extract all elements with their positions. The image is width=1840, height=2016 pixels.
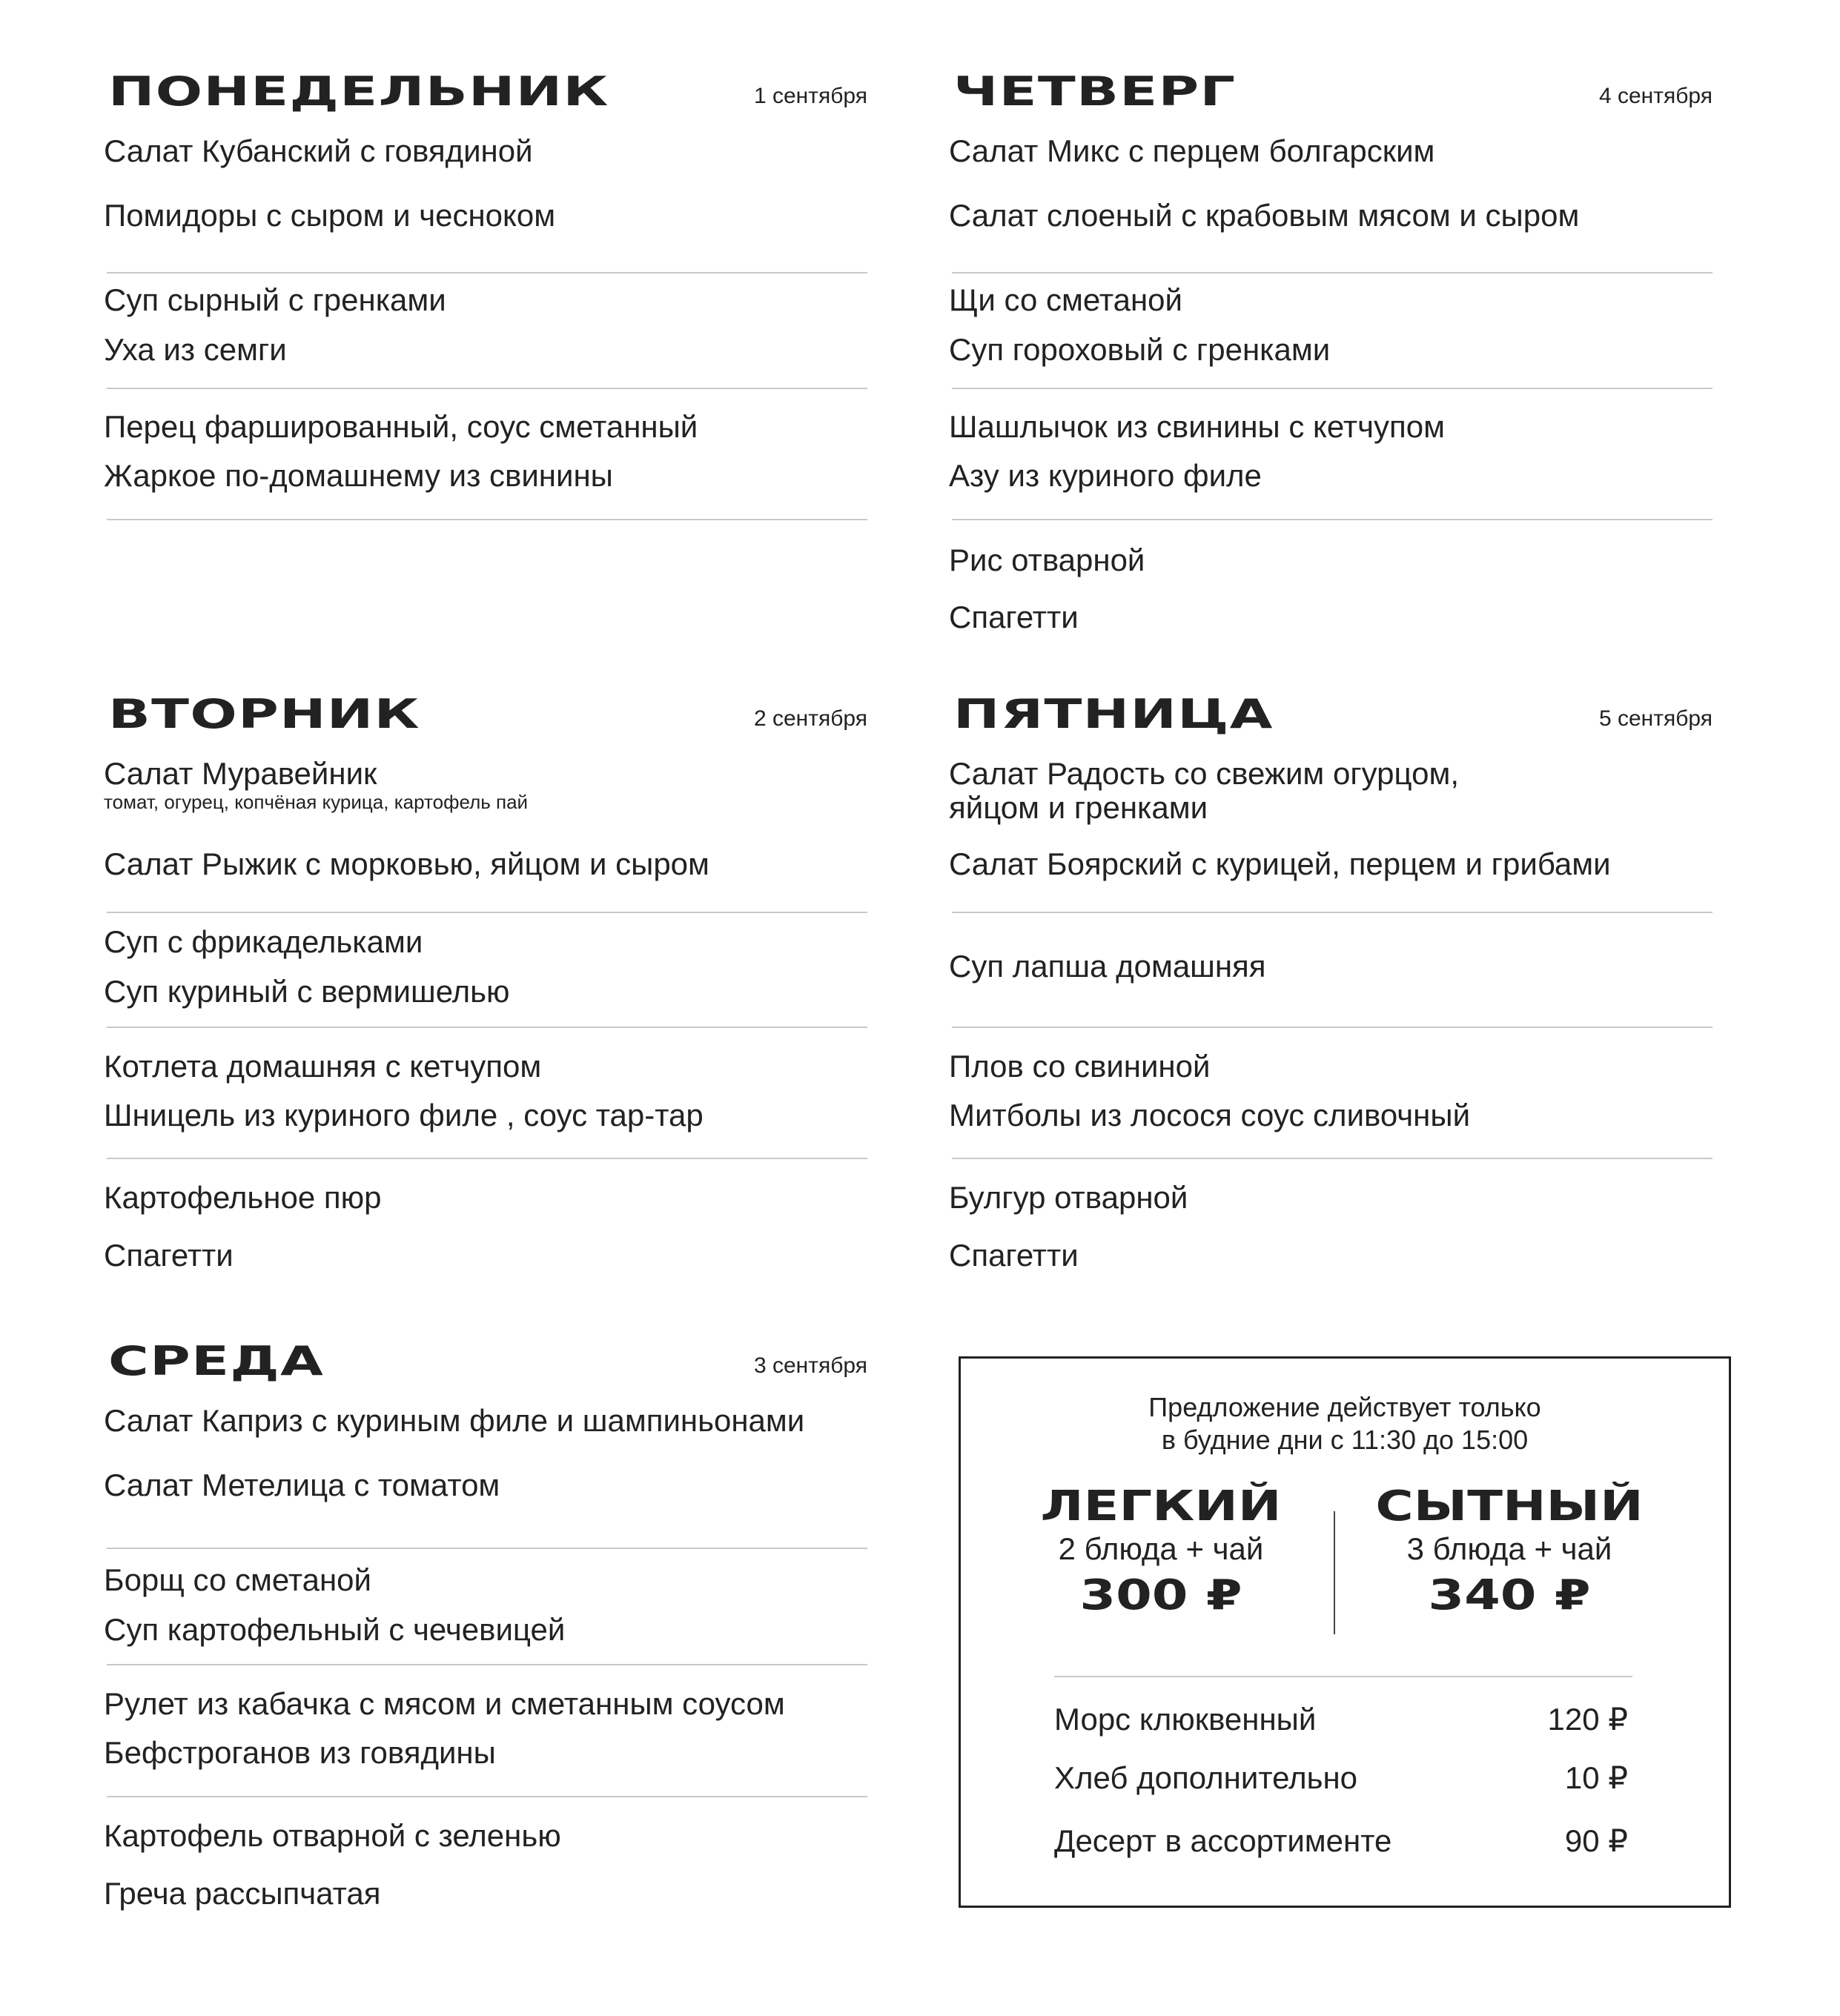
extra-price: 90 ₽ (1564, 1823, 1628, 1858)
main-item: Рулет из кабачка с мясом и сметанным соусом (104, 1686, 785, 1721)
main-item: Бефстроганов из говядины (104, 1735, 496, 1770)
soup-item: Суп картофельный с чечевицей (104, 1612, 566, 1647)
salad-item: яйцом и гренками (949, 790, 1208, 825)
salad-item: Салат Кубанский с говядиной (104, 133, 533, 168)
day-name: ПЯТНИЦА (953, 691, 1274, 737)
salad-item: Салат Муравейник (104, 756, 377, 791)
soup-item: Суп сырный с гренками (104, 282, 446, 317)
main-item: Перец фаршированный, соус сметанный (104, 409, 698, 444)
soup-item: Суп гороховый с гренками (949, 332, 1331, 367)
day-date: 3 сентября (753, 1353, 867, 1378)
day-date: 1 сентября (753, 84, 867, 108)
salad-item: Салат Метелица с томатом (104, 1468, 500, 1502)
divider (107, 1796, 867, 1797)
salad-item: Салат Рыжик с морковью, яйцом и сыром (104, 846, 709, 881)
day-name: ЧЕТВЕРГ (953, 68, 1237, 115)
divider (1054, 1676, 1632, 1677)
salad-item: Салат Микс с перцем болгарским (949, 133, 1435, 168)
main-item: Котлета домашняя с кетчупом (104, 1049, 542, 1084)
side-item: Картофельное пюр (104, 1180, 382, 1215)
soup-item: Уха из семги (104, 332, 287, 367)
divider (107, 1664, 867, 1665)
soup-item: Суп с фрикадельками (104, 924, 423, 959)
day-header (104, 70, 867, 130)
divider (952, 1158, 1712, 1159)
offer-box (959, 1356, 1731, 1908)
salad-item: Салат Каприз с куриным филе и шампиньонами (104, 1403, 805, 1438)
divider (107, 388, 867, 389)
extra-price: 10 ₽ (1564, 1760, 1628, 1795)
day-header (104, 693, 867, 752)
salad-item: Салат слоеный с крабовым мясом и сыром (949, 198, 1580, 233)
extra-price: 120 ₽ (1547, 1702, 1628, 1737)
side-item: Спагетти (949, 600, 1079, 634)
offer-note-line1: Предложение действует только (1148, 1392, 1541, 1422)
divider (952, 912, 1712, 913)
main-item: Плов со свининой (949, 1049, 1211, 1084)
day-date: 5 сентября (1598, 706, 1712, 731)
plan-price: 340 ₽ (1428, 1571, 1591, 1619)
day-name: СРЕДА (108, 1338, 325, 1385)
side-item: Греча рассыпчатая (104, 1876, 381, 1911)
divider (952, 388, 1712, 389)
day-date: 2 сентября (753, 706, 867, 731)
day-name: ВТОРНИК (108, 691, 420, 737)
side-item: Булгур отварной (949, 1180, 1188, 1215)
divider (952, 519, 1712, 520)
side-item: Картофель отварной с зеленью (104, 1818, 561, 1853)
plan-desc: 2 блюда + чай (1058, 1531, 1264, 1566)
side-item: Спагетти (104, 1238, 234, 1273)
extra-label: Десерт в ассортименте (1054, 1823, 1392, 1858)
divider (952, 272, 1712, 273)
salad-item: Салат Боярский с курицей, перцем и грибами (949, 846, 1611, 881)
plan-light (1005, 1482, 1317, 1619)
main-item: Азу из куриного филе (949, 458, 1262, 493)
main-item: Шницель из куриного филе , соус тар-тар (104, 1098, 704, 1133)
extra-label: Морс клюквенный (1054, 1702, 1317, 1737)
divider (107, 912, 867, 913)
day-date: 4 сентября (1598, 84, 1712, 108)
divider (107, 1548, 867, 1549)
plan-hearty (1354, 1482, 1665, 1619)
main-item: Жаркое по-домашнему из свинины (104, 458, 613, 493)
soup-item: Суп куриный с вермишелью (104, 974, 510, 1009)
divider (107, 1027, 867, 1028)
day-header (949, 693, 1712, 752)
soup-item: Щи со сметаной (949, 282, 1182, 317)
day-name: ПОНЕДЕЛЬНИК (108, 68, 609, 115)
divider (107, 519, 867, 520)
offer-note-line2: в будние дни с 11:30 до 15:00 (1161, 1425, 1529, 1455)
salad-item: Салат Радость со свежим огурцом, (949, 756, 1460, 791)
soup-item: Суп лапша домашняя (949, 949, 1266, 984)
plan-desc: 3 блюда + чай (1406, 1531, 1612, 1566)
salad-item: Помидоры с сыром и чесноком (104, 198, 556, 233)
side-item: Спагетти (949, 1238, 1079, 1273)
plan-price: 300 ₽ (1079, 1571, 1242, 1619)
extra-label: Хлеб дополнительно (1054, 1760, 1358, 1795)
day-header (104, 1340, 867, 1399)
plan-name: ЛЕГКИЙ (1040, 1482, 1282, 1531)
plan-name: СЫТНЫЙ (1375, 1482, 1644, 1531)
day-header (949, 70, 1712, 130)
main-item: Митболы из лосося соус сливочный (949, 1098, 1471, 1133)
divider (952, 1027, 1712, 1028)
divider (107, 272, 867, 273)
divider (107, 1158, 867, 1159)
soup-item: Борщ со сметаной (104, 1562, 371, 1597)
main-item: Шашлычок из свинины с кетчупом (949, 409, 1445, 444)
salad-note: томат, огурец, копчёная курица, картофель пай (104, 791, 529, 813)
side-item: Рис отварной (949, 543, 1145, 577)
